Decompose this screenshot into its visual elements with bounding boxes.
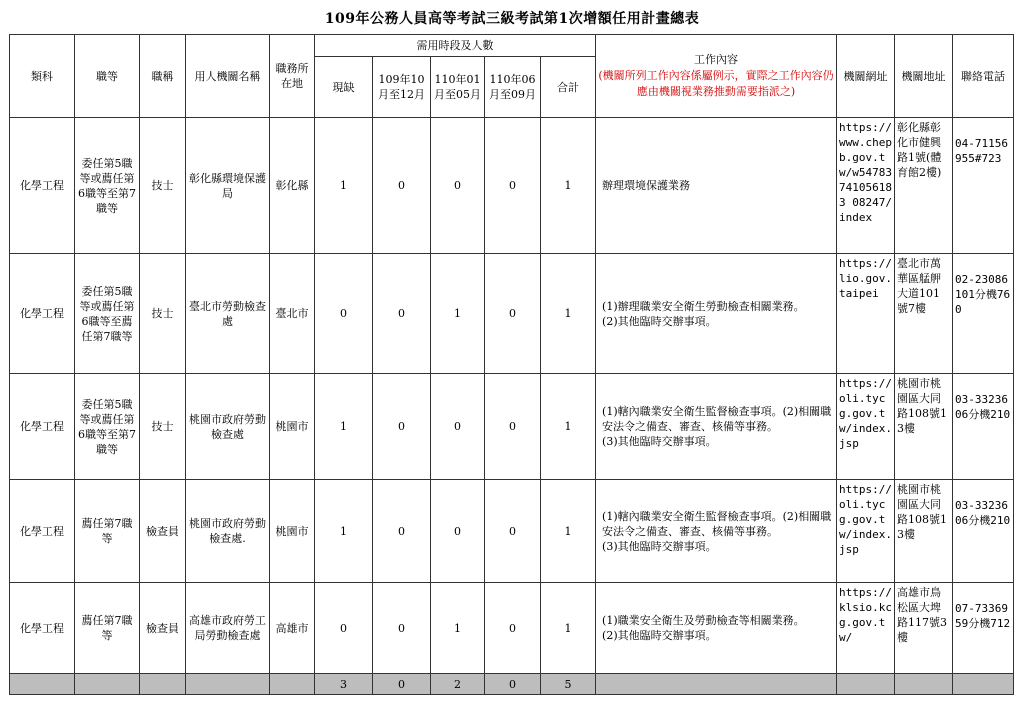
cell-address: 桃園市桃園區大同路108號13樓 [895,480,953,583]
total-period2: 2 [431,674,485,695]
cell-current: 0 [315,583,373,674]
table-row [10,583,1014,674]
cell-agency: 桃園市政府勞動檢查處 [186,374,270,480]
total-empty-cell [75,674,140,695]
cell-grade: 薦任第7職等 [75,480,140,583]
header-work [596,35,837,118]
cell-agency: 高雄市政府勞工局勞動檢查處 [186,583,270,674]
cell-phone: 02-23086101分機760 [953,254,1014,374]
cell-url[interactable]: https://lio.gov.taipei [837,254,895,374]
cell-location: 桃園市 [270,480,315,583]
total-empty-cell [596,674,837,695]
cell-url[interactable]: https://www.chepb.gov.tw/w54783741056183 08247/index [837,118,895,254]
cell-location: 臺北市 [270,254,315,374]
cell-total: 1 [541,374,596,480]
header-phone: 聯絡電話 [953,35,1014,118]
cell-current: 1 [315,118,373,254]
cell-total: 1 [541,480,596,583]
cell-work: (1)職業安全衛生及勞動檢查等相關業務。 (2)其他臨時交辦事項。 [596,583,837,674]
cell-agency: 臺北市勞動檢查處 [186,254,270,374]
table-row [10,254,1014,374]
cell-grade: 薦任第7職等 [75,583,140,674]
total-empty-cell [953,674,1014,695]
header-position: 職稱 [140,35,186,118]
cell-category: 化學工程 [10,254,75,374]
header-address: 機關地址 [895,35,953,118]
total-empty-cell [10,674,75,695]
total-empty-cell [270,674,315,695]
total-row [10,674,1014,695]
cell-address: 彰化縣彰化市健興路1號(體育館2樓) [895,118,953,254]
cell-location: 高雄市 [270,583,315,674]
cell-agency: 桃園市政府勞動檢查處. [186,480,270,583]
cell-location: 彰化縣 [270,118,315,254]
cell-grade: 委任第5職等或薦任第6職等至薦任第7職等 [75,254,140,374]
header-period2: 110年01月至05月 [431,57,485,118]
cell-grade: 委任第5職等或薦任第6職等至第7職等 [75,374,140,480]
header-url: 機關網址 [837,35,895,118]
cell-work: (1)辦理職業安全衛生勞動檢查相關業務。 (2)其他臨時交辦事項。 [596,254,837,374]
cell-period3: 0 [485,254,541,374]
cell-address: 臺北市萬華區艋舺大道101號7樓 [895,254,953,374]
table-row [10,480,1014,583]
header-location: 職務所在地 [270,35,315,118]
header-needed-group: 需用時段及人數 [315,35,596,57]
header-period1: 109年10月至12月 [373,57,431,118]
cell-total: 1 [541,254,596,374]
total-empty-cell [895,674,953,695]
cell-url[interactable]: https://oli.tycg.gov.tw/index.jsp [837,374,895,480]
cell-period1: 0 [373,374,431,480]
cell-period1: 0 [373,480,431,583]
cell-grade: 委任第5職等或薦任第6職等至第7職等 [75,118,140,254]
header-period3: 110年06月至09月 [485,57,541,118]
total-current: 3 [315,674,373,695]
cell-period2: 1 [431,254,485,374]
header-total: 合計 [541,57,596,118]
total-empty-cell [837,674,895,695]
total-period3: 0 [485,674,541,695]
page-title: 109年公務人員高等考試三級考試第1次增額任用計畫總表 [324,11,700,27]
cell-period3: 0 [485,480,541,583]
cell-current: 1 [315,480,373,583]
header-grade: 職等 [75,35,140,118]
cell-period2: 0 [431,480,485,583]
cell-phone: 03-3323606分機210 [953,374,1014,480]
hiring-plan-table [9,34,1014,695]
cell-period2: 0 [431,374,485,480]
header-category: 類科 [10,35,75,118]
cell-position: 檢查員 [140,583,186,674]
cell-period2: 1 [431,583,485,674]
cell-position: 檢查員 [140,480,186,583]
cell-phone: 07-7336959分機712 [953,583,1014,674]
cell-current: 0 [315,254,373,374]
cell-period2: 0 [431,118,485,254]
header-current: 現缺 [315,57,373,118]
header-work-title: 工作內容 [694,53,739,66]
cell-url[interactable]: https://oli.tycg.gov.tw/index.jsp [837,480,895,583]
cell-address: 高雄市鳥松區大埤路117號3樓 [895,583,953,674]
cell-address: 桃園市桃園區大同路108號13樓 [895,374,953,480]
cell-period3: 0 [485,583,541,674]
cell-position: 技士 [140,118,186,254]
cell-period1: 0 [373,118,431,254]
cell-url[interactable]: https://klsio.kcg.gov.tw/ [837,583,895,674]
total-empty-cell [186,674,270,695]
header-work-note: (機關所列工作內容係屬例示，實際之工作內容仍應由機關視業務推動需要指派之) [598,69,834,98]
cell-phone: 04-71156955#723 [953,118,1014,254]
cell-phone: 03-3323606分機210 [953,480,1014,583]
cell-category: 化學工程 [10,480,75,583]
table-row [10,118,1014,254]
cell-category: 化學工程 [10,118,75,254]
cell-period1: 0 [373,254,431,374]
cell-period1: 0 [373,583,431,674]
cell-category: 化學工程 [10,583,75,674]
cell-agency: 彰化縣環境保護局 [186,118,270,254]
cell-location: 桃園市 [270,374,315,480]
cell-total: 1 [541,583,596,674]
header-row-1 [10,35,1014,57]
cell-position: 技士 [140,374,186,480]
cell-current: 1 [315,374,373,480]
cell-total: 1 [541,118,596,254]
cell-period3: 0 [485,374,541,480]
cell-position: 技士 [140,254,186,374]
total-period1: 0 [373,674,431,695]
header-agency: 用人機關名稱 [186,35,270,118]
cell-work: (1)轄內職業安全衛生監督檢查事項。(2)相關職安法令之備查、審查、核備等事務。 (3)其他臨時交辦事項。 [596,374,837,480]
table-row [10,374,1014,480]
total-empty-cell [140,674,186,695]
total-sum: 5 [541,674,596,695]
cell-category: 化學工程 [10,374,75,480]
cell-work: (1)轄內職業安全衛生監督檢查事項。(2)相關職安法令之備查、審查、核備等事務。 (3)其他臨時交辦事項。 [596,480,837,583]
cell-work: 辦理環境保護業務 [596,118,837,254]
cell-period3: 0 [485,118,541,254]
